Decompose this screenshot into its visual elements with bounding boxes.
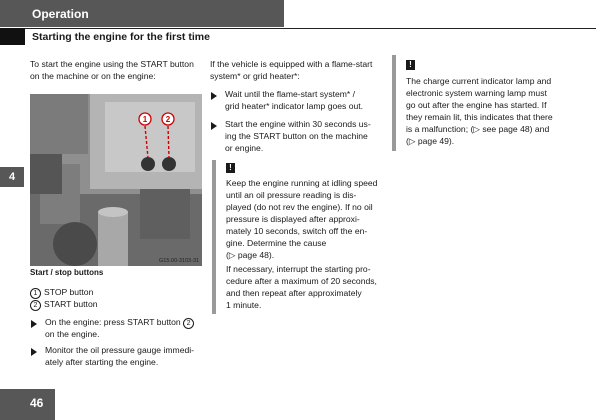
col1-step2-line2: ately after starting the engine.	[45, 357, 159, 367]
col2-note-line: until an oil pressure reading is dis-	[226, 190, 357, 200]
col2-intro-1: If the vehicle is equipped with a flame-start	[210, 59, 373, 69]
col1-intro-1: To start the engine using the START button	[30, 59, 194, 69]
col2-note-line: pressure is displayed after approxi-	[226, 214, 360, 224]
col3-note-line: electronic system warning lamp must	[406, 88, 547, 98]
col2-note-line: cedure after a maximum of 20 seconds,	[226, 276, 377, 286]
callout-1: 1	[142, 115, 148, 124]
bullet-arrow-icon	[211, 92, 217, 100]
legend-label-stop: STOP button	[44, 287, 94, 297]
photo-caption: Start / stop buttons	[30, 268, 104, 277]
page-number: 46	[30, 396, 44, 410]
col2-step1-line1: Wait until the flame-start system* /	[225, 89, 356, 99]
warning-icon: !	[226, 163, 235, 173]
bullet-arrow-icon	[31, 320, 37, 328]
col1-intro-2: on the machine or on the engine:	[30, 71, 156, 81]
bullet-arrow-icon	[31, 348, 37, 356]
page-number-box	[0, 389, 55, 420]
circled-number-1: 1	[30, 288, 41, 299]
col2-note-line: If necessary, interrupt the starting pro-	[226, 264, 371, 274]
engine-photo	[30, 94, 202, 266]
col2-note-line: 1 minute.	[226, 300, 262, 310]
subheader-marker	[0, 28, 25, 45]
col2-note-line: mately 10 seconds, switch off the en-	[226, 226, 368, 236]
subheader-rule	[0, 28, 596, 29]
col3-note-line: (▷ page 49).	[406, 136, 455, 146]
note-bar	[392, 55, 396, 151]
legend-item-start	[30, 298, 98, 311]
subsection-title: Starting the engine for the first time	[32, 31, 210, 43]
col2-note-line: Keep the engine running at idling speed	[226, 178, 378, 188]
col2-note-line: played (do not rev the engine). If no oil	[226, 202, 373, 212]
col2-step2-line1: Start the engine within 30 seconds us-	[225, 119, 371, 129]
col1-step2-line1: Monitor the oil pressure gauge immedi-	[45, 345, 195, 355]
photo-reference-code: G15.00-3103-31	[159, 258, 200, 264]
col2-step1-line2: grid heater* indicator lamp goes out.	[225, 101, 364, 111]
engine-illustration	[30, 94, 202, 266]
col2-intro-2: system* or grid heater*:	[210, 71, 300, 81]
circled-number-2: 2	[30, 300, 41, 311]
bullet-arrow-icon	[211, 122, 217, 130]
col2-note-line: gine. Determine the cause	[226, 238, 327, 248]
col3-note-line: go out after the engine has started. If	[406, 100, 547, 110]
col2-note-line: (▷ page 48).	[226, 250, 275, 260]
section-title: Operation	[32, 7, 89, 21]
callout-2: 2	[165, 115, 171, 124]
note-bar	[212, 160, 216, 314]
warning-icon: !	[406, 60, 415, 70]
chapter-tab: 4	[0, 167, 24, 187]
circled-number-2: 2	[183, 318, 194, 329]
col1-step1-line2: on the engine.	[45, 329, 100, 339]
col3-note-line: they remain lit, this indicates that there	[406, 112, 553, 122]
legend-label-start: START button	[44, 299, 98, 309]
col3-note-line: The charge current indicator lamp and	[406, 76, 552, 86]
col2-step2-line2: ing the START button on the machine	[225, 131, 368, 141]
col1-step1-line1: On the engine: press START button 2	[45, 316, 197, 329]
col3-note-line: is a malfunction; (▷ see page 48) and	[406, 124, 550, 134]
col2-step2-line3: or engine.	[225, 143, 264, 153]
col2-note-line: and then repeat after approximately	[226, 288, 362, 298]
